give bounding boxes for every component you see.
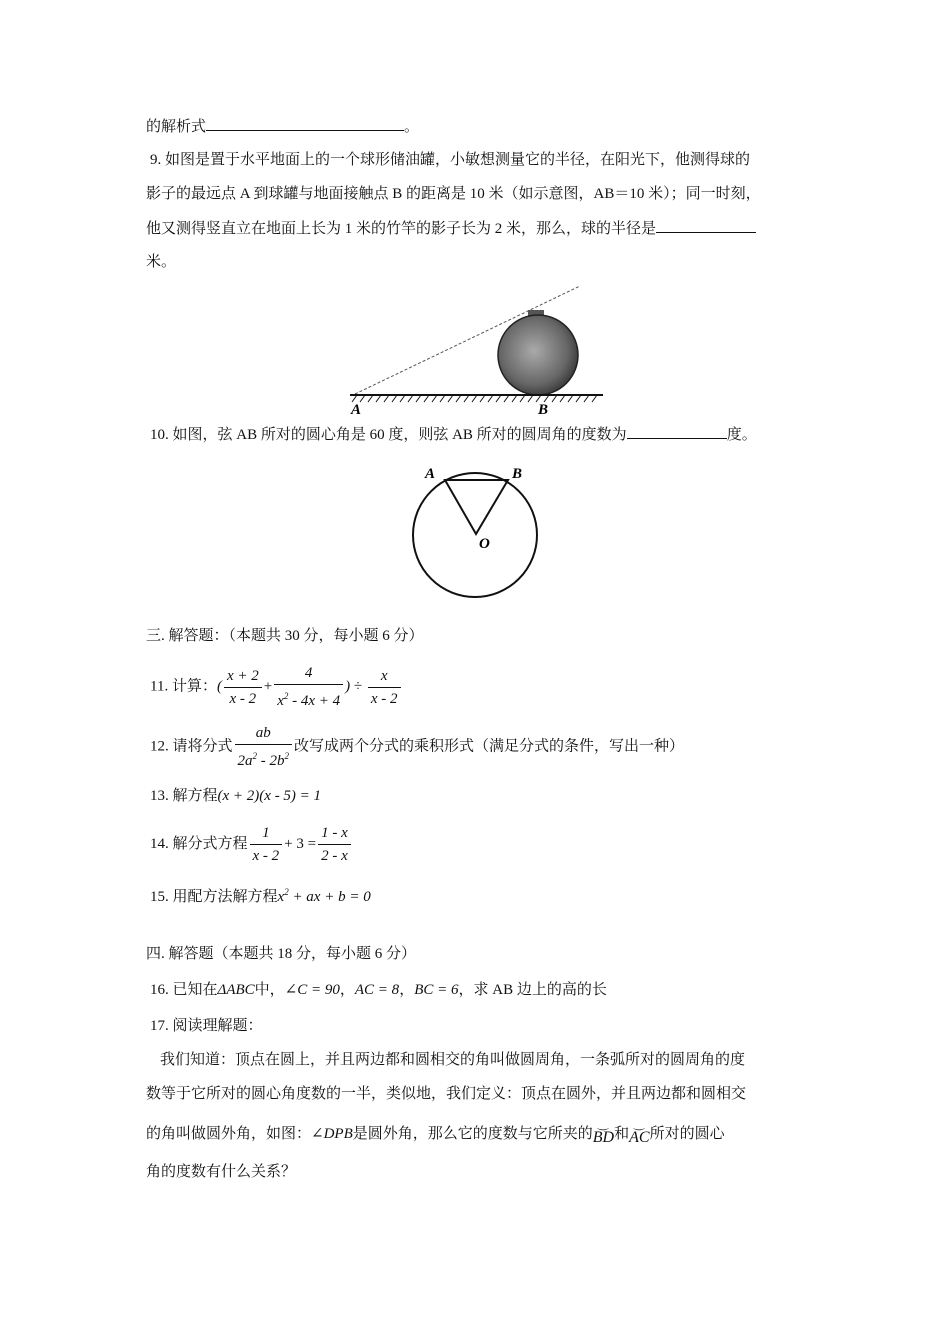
q11-fraction-1: $\frac{x + 2}{x - 2}$ <box>224 667 262 708</box>
q16-line: 16. 已知在ΔABC中，∠C = 90，AC = 8，BC = 6，求 AB 边上的高的长 <box>150 982 607 998</box>
q14-label: 14. 解分式方程 <box>150 836 248 852</box>
triangle-oab <box>445 480 508 534</box>
q12-fraction: $\frac{ab}{2a^2 - 2b^2}$ <box>235 724 293 770</box>
q12-label: 12. 请将分式 <box>150 738 233 755</box>
ground-hatch <box>352 395 597 402</box>
q16-triangle: ΔABC <box>217 982 255 998</box>
q9-line4: 米。 <box>146 254 177 270</box>
q17-angle: ∠DPB <box>311 1126 353 1142</box>
top-line <box>146 116 419 137</box>
q9-answer-blank <box>656 218 756 233</box>
point-b-label: B <box>538 402 549 418</box>
answer-blank <box>206 116 404 131</box>
q14-line: 14. 解分式方程 $\frac{1}{x - 2}$ + 3 = $\frac{1 - x}{2 - x}$ <box>150 822 353 866</box>
q17-para-line2: 数等于它所对的圆心角度数的一半，类似地，我们定义：顶点在圆外，并且两边都和圆相交 <box>146 1086 747 1102</box>
spherical-tank <box>498 315 578 395</box>
point-a-label: A <box>351 402 362 418</box>
q11-label: 11. 计算： <box>150 678 217 695</box>
q11-fraction-2: $\frac{4}{x^2 - 4x + 4}$ <box>274 664 343 710</box>
q16-angle: ∠C = 90 <box>284 982 340 998</box>
section3-title: 三. 解答题：（本题共 30 分，每小题 6 分） <box>146 628 424 644</box>
top-line-text: 的解析式 <box>146 119 207 135</box>
q10-text: 10. 如图，弦 AB 所对的圆心角是 60 度，则弦 AB 所对的圆周角的度数为 <box>150 427 627 443</box>
circle-o <box>413 473 537 597</box>
q12-line <box>150 724 684 770</box>
section4-title: 四. 解答题（本题共 18 分，每小题 6 分） <box>146 946 417 962</box>
q10-figure <box>405 460 545 600</box>
q13-label: 13. 解方程 <box>150 788 218 804</box>
point-o-label: O <box>479 536 490 552</box>
q9-line3-text: 他又测得竖直立在地面上长为 1 米的竹竿的影子长为 2 米，那么，球的半径是 <box>146 221 657 237</box>
q16-bc: BC = 6 <box>414 982 459 998</box>
arc-ac: ⌒ AC <box>629 1128 649 1148</box>
q13-line <box>150 786 321 806</box>
q17-label: 17. 阅读理解题： <box>150 1018 263 1034</box>
q14-fraction-2: $\frac{1 - x}{2 - x}$ <box>318 824 351 865</box>
q11-line: 11. 计算：( $\frac{x + 2}{x - 2}$ + $\frac{4}{x^2 - 4x + 4}$ ) ÷ $\frac{x}{x - 2}$ <box>150 664 403 710</box>
q17-para-line4: 角的度数有什么关系？ <box>146 1164 297 1180</box>
q10-answer-blank <box>627 424 727 439</box>
point-b-label-q10: B <box>512 466 523 482</box>
top-line-end: 。 <box>404 119 420 135</box>
q9-line2: 影子的最远点 A 到球罐与地面接触点 B 的距离是 10 米（如示意图，AB＝10 米）；同一时刻， <box>146 186 761 202</box>
q9-figure <box>345 280 610 420</box>
q9-line3 <box>146 218 756 239</box>
q15-line <box>150 882 371 907</box>
q11-fraction-3: $\frac{x}{x - 2}$ <box>368 667 401 708</box>
point-a-label-q10: A <box>425 466 436 482</box>
q16-ac: AC = 8 <box>354 982 400 998</box>
q17-para-line1: 我们知道：顶点在圆上，并且两边都和圆相交的角叫做圆周角，一条弧所对的圆周角的度 <box>160 1052 746 1068</box>
q9-line1: 9. 如图是置于水平地面上的一个球形储油罐，小敏想测量它的半径，在阳光下，他测得球的 <box>150 152 751 168</box>
q10-end: 度。 <box>726 427 757 443</box>
q14-fraction-1: $\frac{1}{x - 2}$ <box>250 824 283 865</box>
q10-line <box>150 424 757 445</box>
q13-equation: (x + 2)(x - 5) = 1 <box>217 788 322 804</box>
q15-equation: $x^2$ + ax + b = 0 <box>277 887 371 905</box>
q15-label: 15. 用配方法解方程 <box>150 889 278 905</box>
arc-bd: ⌒ BD <box>593 1128 614 1148</box>
q12-rest: 改写成两个分式的乘积形式（满足分式的条件，写出一种） <box>294 738 685 755</box>
q17-para-line3: 的角叫做圆外角，如图：∠DPB是圆外角，那么它的度数与它所夹的⌒ BD和⌒ AC所对的圆心 <box>146 1124 725 1148</box>
